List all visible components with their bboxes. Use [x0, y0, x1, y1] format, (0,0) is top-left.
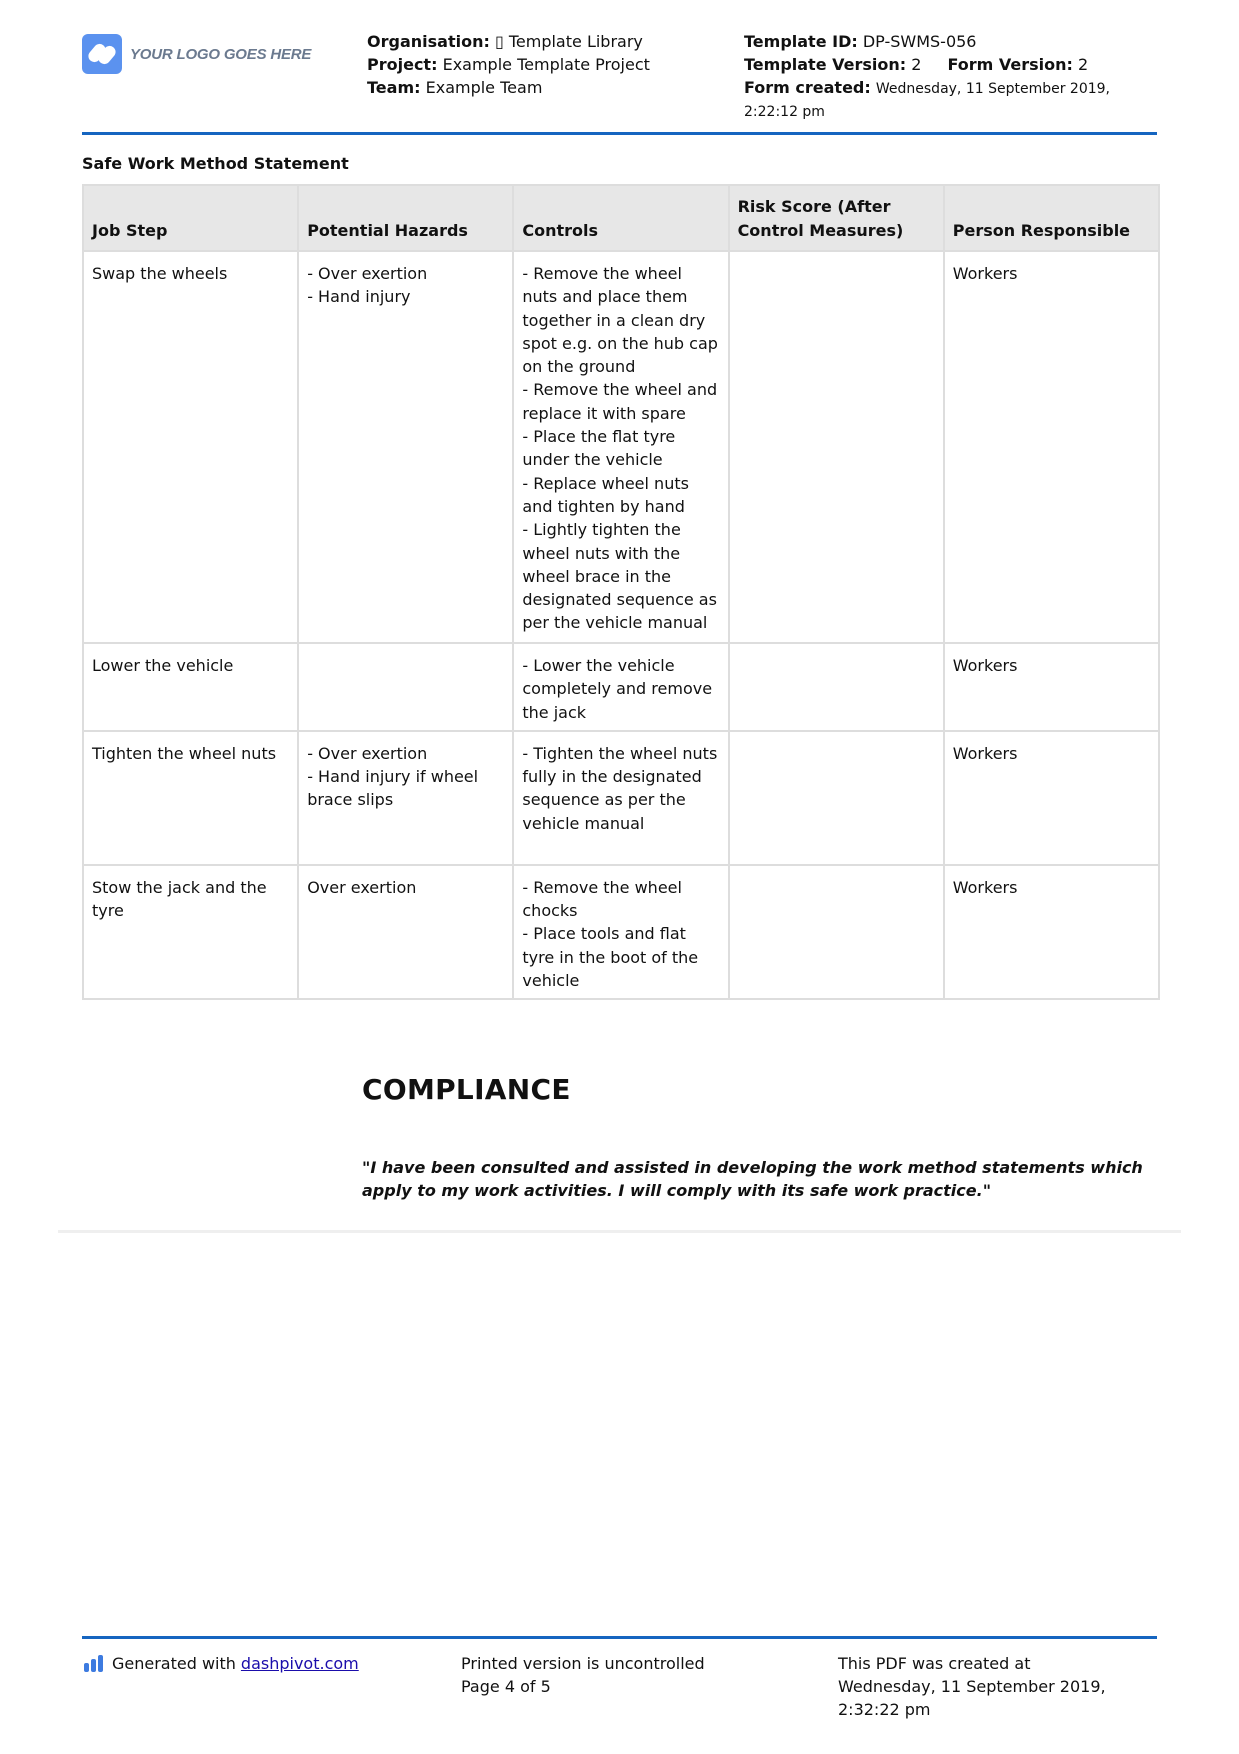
cell-job-step	[83, 643, 298, 731]
form-created-line	[744, 76, 1110, 101]
section-divider	[58, 1230, 1181, 1233]
form-created-label: Form created:	[744, 78, 871, 97]
template-version-label: Template Version:	[744, 55, 907, 74]
header-divider	[82, 132, 1157, 135]
pdf-created-time: 2:32:22 pm	[838, 1700, 931, 1719]
cell-job-step-line: Lower the vehicle	[92, 656, 234, 675]
template-version-value: 2	[911, 55, 922, 74]
compliance-quote: "I have been consulted and assisted in developing the work method statements which apply to my work activities. I will comply with its safe work practice."	[362, 1158, 1143, 1200]
team-value: Example Team	[425, 78, 543, 97]
header-meta-left	[367, 30, 650, 99]
cell-person-responsible: Workers	[944, 865, 1159, 999]
organisation-value: ▯ Template Library	[494, 32, 643, 51]
cell-hazards	[298, 731, 513, 865]
footer-generated	[84, 1652, 359, 1675]
dashpivot-link[interactable]: dashpivot.com	[240, 1654, 359, 1673]
cell-hazards-line: - Hand injury	[307, 287, 411, 307]
cell-risk-score	[729, 643, 944, 731]
cell-risk-score	[729, 731, 944, 865]
cell-job-step-line: Tighten the wheel nuts	[92, 743, 277, 763]
table-header-row	[83, 185, 1159, 251]
section-title: Safe Work Method Statement	[82, 154, 349, 173]
column-header-hazards: Potential Hazards	[298, 185, 513, 251]
cell-hazards	[298, 643, 513, 731]
generated-prefix: Generated with	[112, 1654, 236, 1673]
table-row	[83, 643, 1159, 731]
cell-hazards-line: Over exertion	[307, 877, 417, 897]
project-label: Project:	[367, 55, 438, 74]
table-body	[83, 251, 1159, 999]
compliance-title: COMPLIANCE	[362, 1073, 571, 1106]
cell-job-step-line: Stow the jack and the tyre	[92, 877, 267, 921]
project-line	[367, 53, 650, 76]
table-row	[83, 865, 1159, 999]
header-meta-right	[744, 30, 1110, 124]
form-created-time: 2:22:12 pm	[744, 104, 825, 120]
template-id-value: DP-SWMS-056	[862, 32, 977, 51]
table-row	[83, 251, 1159, 643]
organisation-label: Organisation:	[367, 32, 490, 51]
cell-job-step	[83, 731, 298, 865]
pdf-created-date: Wednesday, 11 September 2019,	[838, 1677, 1106, 1696]
page-number: Page 4 of 5	[461, 1677, 551, 1696]
cell-controls-line: - Remove the wheel chocks	[522, 877, 682, 921]
cell-controls	[513, 251, 728, 643]
cell-controls-line: - Remove the wheel and replace it with spare	[522, 380, 718, 423]
team-line	[367, 76, 650, 99]
column-header-job-step: Job Step	[83, 185, 298, 251]
team-label: Team:	[367, 78, 421, 97]
cell-controls-line: - Lower the vehicle completely and remove the jack	[522, 656, 713, 722]
template-id-line	[744, 30, 1110, 53]
cell-risk-score	[729, 251, 944, 643]
cell-hazards-line: - Hand injury if wheel brace slips	[307, 767, 479, 810]
cell-controls-line: - Place tools and flat tyre in the boot of the vehicle	[522, 924, 699, 991]
cell-hazards-line: - Over exertion	[307, 264, 428, 283]
cell-person-responsible: Workers	[944, 643, 1159, 731]
column-header-controls: Controls	[513, 185, 728, 251]
project-value: Example Template Project	[442, 55, 650, 74]
swms-table	[82, 184, 1160, 1000]
cell-controls	[513, 643, 728, 731]
pdf-created-prefix: This PDF was created at	[838, 1654, 1031, 1673]
cell-job-step-line: Swap the wheels	[92, 264, 228, 283]
cell-hazards-line: - Over exertion	[307, 743, 428, 763]
cell-hazards	[298, 865, 513, 999]
cell-controls	[513, 865, 728, 999]
uncontrolled-notice: Printed version is uncontrolled	[461, 1654, 705, 1673]
logo-text: YOUR LOGO GOES HERE	[130, 45, 312, 63]
template-id-label: Template ID:	[744, 32, 858, 51]
footer-middle	[461, 1652, 705, 1698]
footer-right	[838, 1652, 1138, 1721]
cell-controls-line: - Lightly tighten the wheel nuts with the wheel brace in the designated sequence as per the vehicle manual	[522, 520, 717, 633]
cell-controls-line: - Replace wheel nuts and tighten by hand	[522, 473, 689, 516]
table-row	[83, 731, 1159, 865]
column-header-risk-score: Risk Score (After Control Measures)	[729, 185, 944, 251]
cell-controls	[513, 731, 728, 865]
organisation-line	[367, 30, 650, 53]
cell-person-responsible: Workers	[944, 251, 1159, 643]
form-version-label: Form Version:	[947, 55, 1073, 74]
cell-controls-line: - Place the flat tyre under the vehicle	[522, 427, 676, 470]
footer-divider	[82, 1636, 1157, 1639]
column-header-person: Person Responsible	[944, 185, 1159, 251]
cell-controls-line: - Tighten the wheel nuts fully in the designated sequence as per the vehicle manual	[522, 743, 718, 833]
form-version-value: 2	[1077, 55, 1089, 74]
cell-job-step	[83, 251, 298, 643]
cell-hazards	[298, 251, 513, 643]
cell-person-responsible: Workers	[944, 731, 1159, 865]
version-line	[744, 53, 1110, 76]
cell-job-step	[83, 865, 298, 999]
form-created-value: Wednesday, 11 September 2019,	[875, 81, 1111, 97]
cell-controls-line: - Remove the wheel nuts and place them together in a clean dry spot e.g. on the hub cap on the ground	[522, 264, 718, 377]
company-logo	[82, 33, 312, 75]
dashpivot-bars-icon	[84, 1656, 103, 1672]
cell-risk-score	[729, 865, 944, 999]
logo-mark-icon	[82, 34, 122, 74]
